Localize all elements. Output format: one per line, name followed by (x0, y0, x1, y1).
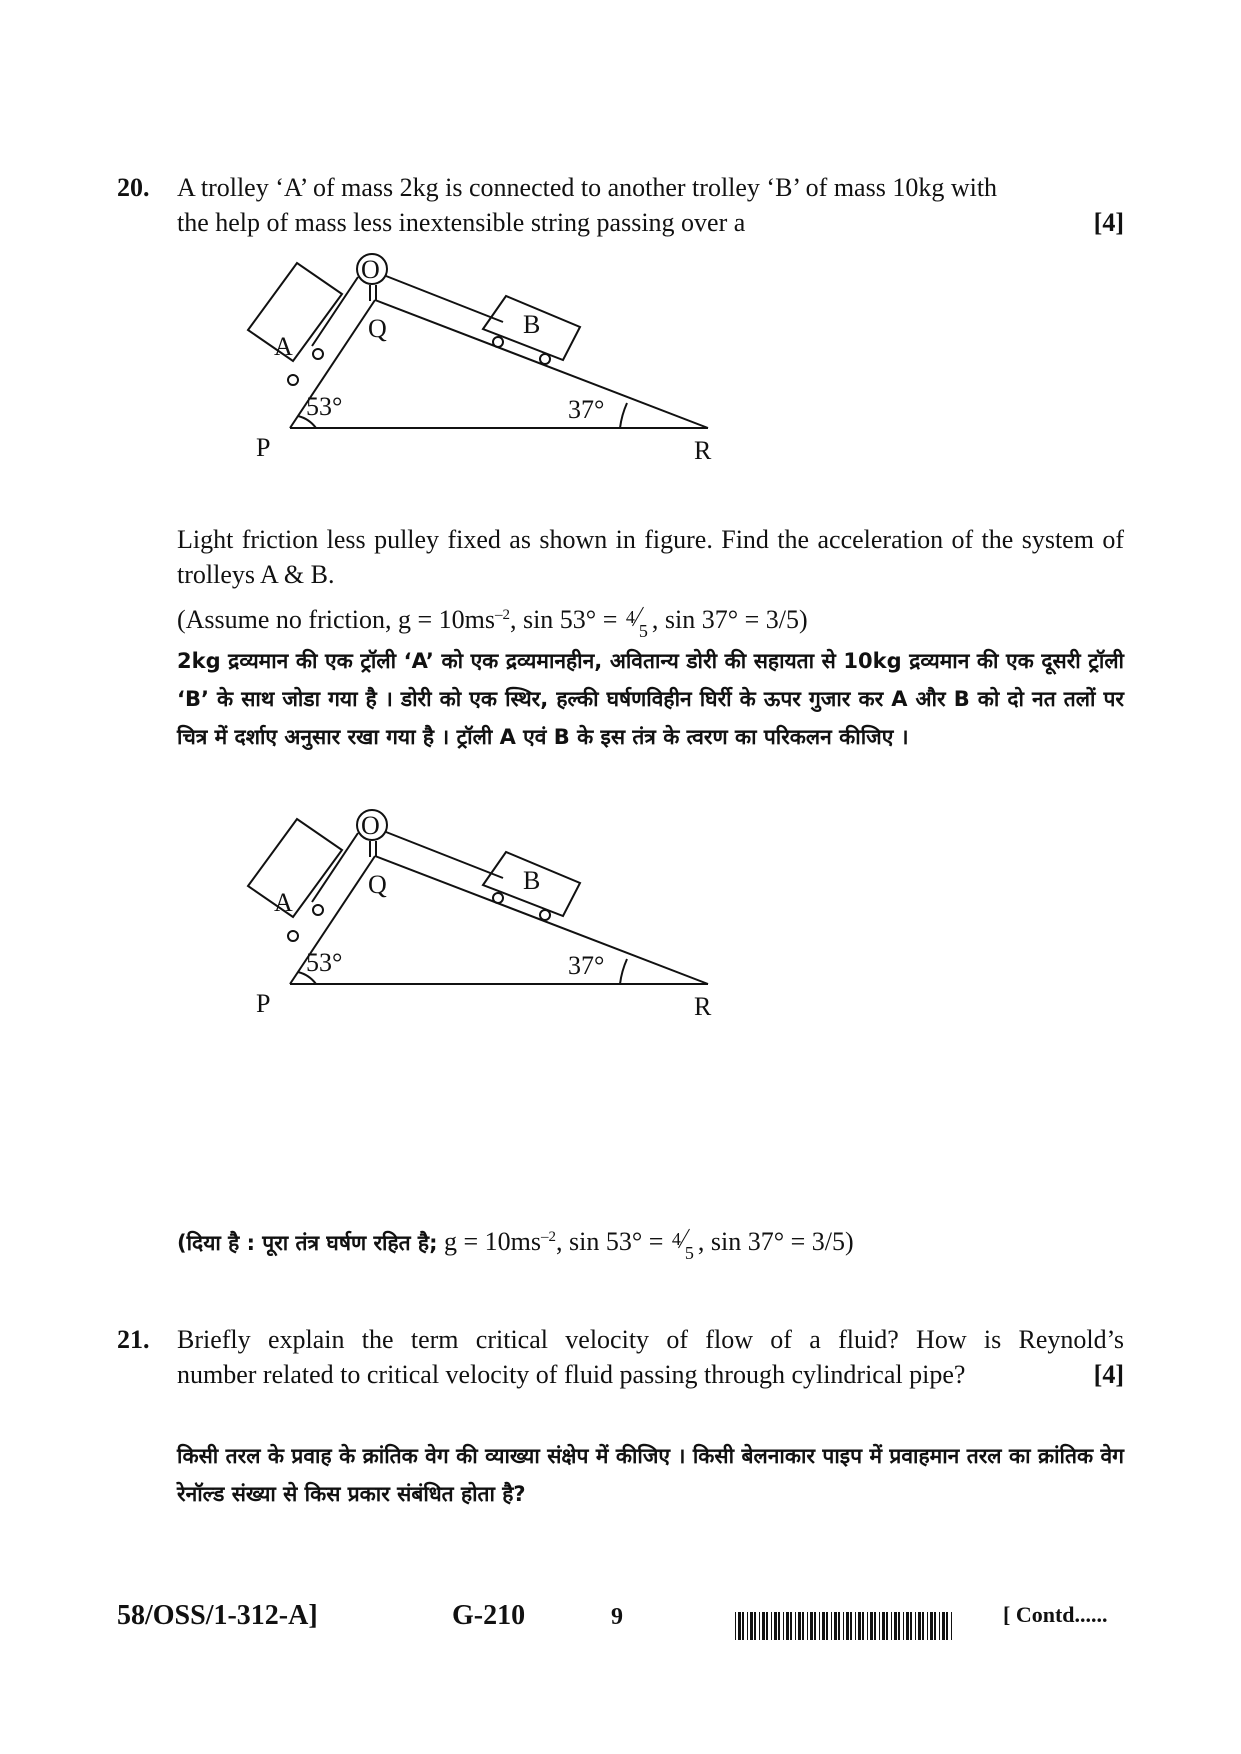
angle-label-right: 37° (568, 395, 605, 424)
label-q: Q (368, 870, 387, 899)
string-right (386, 276, 503, 322)
question-number: 21. (117, 1325, 150, 1354)
question-line-1: A trolley ‘A’ of mass 2kg is connected to another trolley ‘B’ of mass 10kg with (177, 173, 998, 202)
trolley-a-wheel (313, 905, 323, 915)
label-p: P (256, 433, 271, 462)
assumption-line: (Assume no friction, $g = 10ms^{-2}$, sin 53° = 4 5 , sin 37° = 3/5) (177, 605, 808, 641)
label-b: B (523, 866, 541, 895)
angle-arc-right (620, 959, 627, 984)
marks: [4] (1093, 1360, 1124, 1389)
incline-figure-2 (256, 801, 810, 1031)
trolley-a (248, 263, 342, 361)
angle-arc-right (620, 403, 627, 428)
question-number: 20. (117, 173, 150, 202)
question-line-2: the help of mass less inextensible string passing over a (177, 208, 746, 237)
contd-label: [ Contd...... (1003, 1602, 1108, 1627)
series-code: G-210 (452, 1600, 526, 1631)
trolley-b-wheel (493, 893, 503, 903)
label-p: P (256, 989, 271, 1018)
page-number: 9 (611, 1604, 623, 1630)
angle-label-right: 37° (568, 951, 605, 980)
question-line-1: Briefly explain the term critical velocity of flow of a fluid? How is Reynold’s (177, 1325, 1124, 1354)
angle-label-left: 53° (306, 948, 343, 977)
question-20 (117, 170, 1124, 240)
right-incline (375, 300, 708, 428)
trolley-a (248, 819, 342, 917)
label-a: A (274, 888, 293, 917)
label-a: A (274, 332, 293, 361)
barcode (735, 1612, 955, 1640)
question-line-2: number related to critical velocity of fluid passing through cylindrical pipe? (177, 1360, 966, 1389)
question-text (177, 1322, 1124, 1392)
question-21-hindi-text: किसी तरल के प्रवाह के क्रांतिक वेग की व्याख्या संक्षेप में कीजिए । किसी बेलनाकार पाइप में प्रवाहमान तरल का क्रांतिक वेग रेनॉल्ड संख्या से किस प्रकार संबंधित होता है? (177, 1444, 1124, 1506)
trolley-a-wheel (313, 349, 323, 359)
fraction-4-5: 4 5 (625, 607, 648, 641)
question-20-hindi-text: 2kg द्रव्यमान की एक ट्रॉली ‘A’ को एक द्रव्यमानहीन, अवितान्य डोरी की सहायता से 10kg द्रव्यमान की एक दूसरी ट्रॉली ‘B’ के साथ जोडा गया है । डोरी को एक स्थिर, हल्की घर्षणविहीन घिर्री के ऊपर गुजार कर A और B को दो नत तलों पर चित्र में दर्शाए अनुसार रखा गया है । ट्रॉली A एवं B के इस तंत्र के त्वरण का परिकलन कीजिए । (177, 649, 1124, 749)
question-text (177, 170, 1124, 240)
paper-code: 58/OSS/1-312-A] (117, 1600, 318, 1631)
label-o: O (361, 811, 380, 840)
string-right (386, 832, 503, 878)
angle-label-left: 53° (306, 392, 343, 421)
given-line: (दिया है : पूरा तंत्र घर्षण रहित है; $g = 10ms^{-2}$, sin 53° = 4 5 , sin 37° = 3/5) (177, 1227, 854, 1263)
question-20-english-text: Light friction less pulley fixed as shown in figure. Find the acceleration of the system of trolleys A & B. (177, 525, 1124, 589)
incline-diagram (256, 801, 810, 1031)
incline-diagram (256, 245, 810, 475)
label-o: O (361, 255, 380, 284)
marks: [4] (1093, 208, 1124, 237)
label-r: R (694, 992, 712, 1021)
right-incline (375, 856, 708, 984)
fraction-4-5: 4 5 (671, 1229, 694, 1263)
label-r: R (694, 436, 712, 465)
trolley-b-wheel (493, 337, 503, 347)
question-21 (117, 1322, 1124, 1392)
label-q: Q (368, 314, 387, 343)
incline-figure-1 (256, 245, 810, 475)
label-b: B (523, 310, 541, 339)
